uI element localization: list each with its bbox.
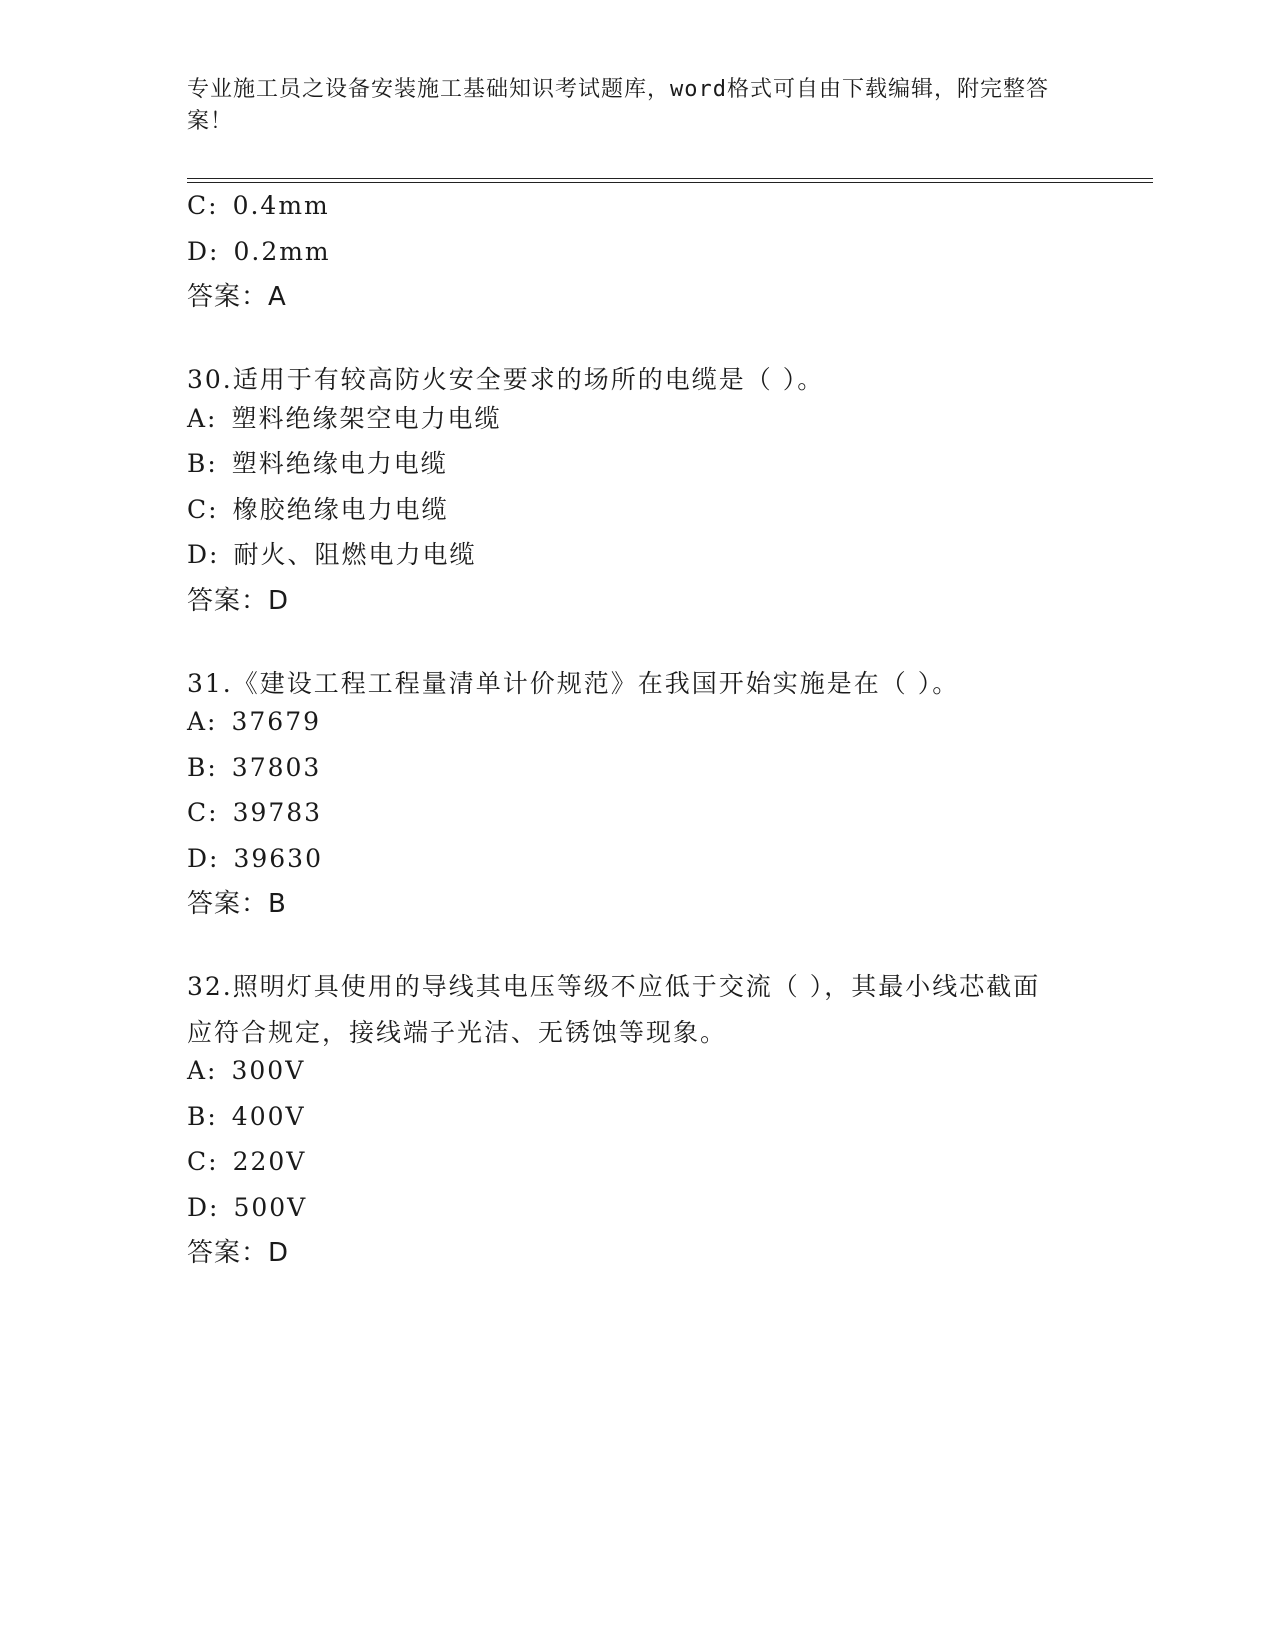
option-text: 0.2mm [233,236,331,266]
option-d [187,1192,1087,1224]
option-label: D: [187,1192,220,1222]
option-text: 300V [231,1056,306,1085]
option-label: D: [187,236,220,266]
prev-question-block [187,190,1087,313]
option-label: C: [187,191,219,220]
option-b [187,448,1087,480]
option-text: 塑料绝缘电力电缆 [231,449,448,478]
option-label: A: [187,1056,218,1085]
option-c [187,190,1087,222]
option-d [187,236,1087,268]
question-text: 30.适用于有较高防火安全要求的场所的电缆是（ ）。 [187,365,825,394]
option-b [187,752,1087,784]
answer-line: 答案：A [187,282,287,312]
option-text: 37679 [231,707,322,736]
option-text: 39630 [233,843,323,873]
answer-line: 答案：D [187,1238,290,1268]
option-label: D: [187,540,220,569]
option-c [187,797,1087,829]
question-32 [187,964,1087,1269]
option-a [187,1055,1087,1087]
question-31 [187,661,1087,921]
option-label: B: [187,449,218,478]
option-label: A: [187,403,218,433]
answer-line: 答案：B [187,889,287,919]
option-text: 耐火、阻燃电力电缆 [233,540,477,569]
option-label: D: [187,843,220,873]
option-d [187,539,1087,571]
option-c [187,494,1087,526]
answer-line: 答案：D [187,585,290,616]
option-d [187,843,1087,875]
option-label: C: [187,494,219,524]
header-divider-bottom [187,182,1153,183]
option-label: B: [187,752,218,782]
option-text: 0.4mm [232,191,330,220]
option-text: 39783 [232,798,323,827]
option-a [187,403,1087,435]
question-30 [187,357,1087,617]
option-c [187,1146,1087,1178]
option-label: C: [187,1147,219,1176]
document-header-title: 专业施工员之设备安装施工基础知识考试题库，word格式可自由下载编辑，附完整答案！ [187,77,1049,134]
option-text: 橡胶绝缘电力电缆 [232,494,449,524]
option-a [187,706,1087,738]
option-text: 500V [233,1192,308,1222]
question-text: 32.照明灯具使用的导线其电压等级不应低于交流（ ），其最小线芯截面应符合规定，接线端子光洁、无锈蚀等现象。 [187,972,1041,1047]
option-text: 400V [231,1101,306,1131]
option-label: A: [187,707,218,736]
option-text: 塑料绝缘架空电力电缆 [231,403,502,433]
header-divider-top [187,178,1153,179]
option-b [187,1101,1087,1133]
option-label: B: [187,1101,218,1131]
option-text: 37803 [231,752,322,782]
option-label: C: [187,798,219,827]
option-text: 220V [232,1147,307,1176]
question-text: 31.《建设工程工程量清单计价规范》在我国开始实施是在（ ）。 [187,668,960,698]
document-body [187,190,1087,1283]
